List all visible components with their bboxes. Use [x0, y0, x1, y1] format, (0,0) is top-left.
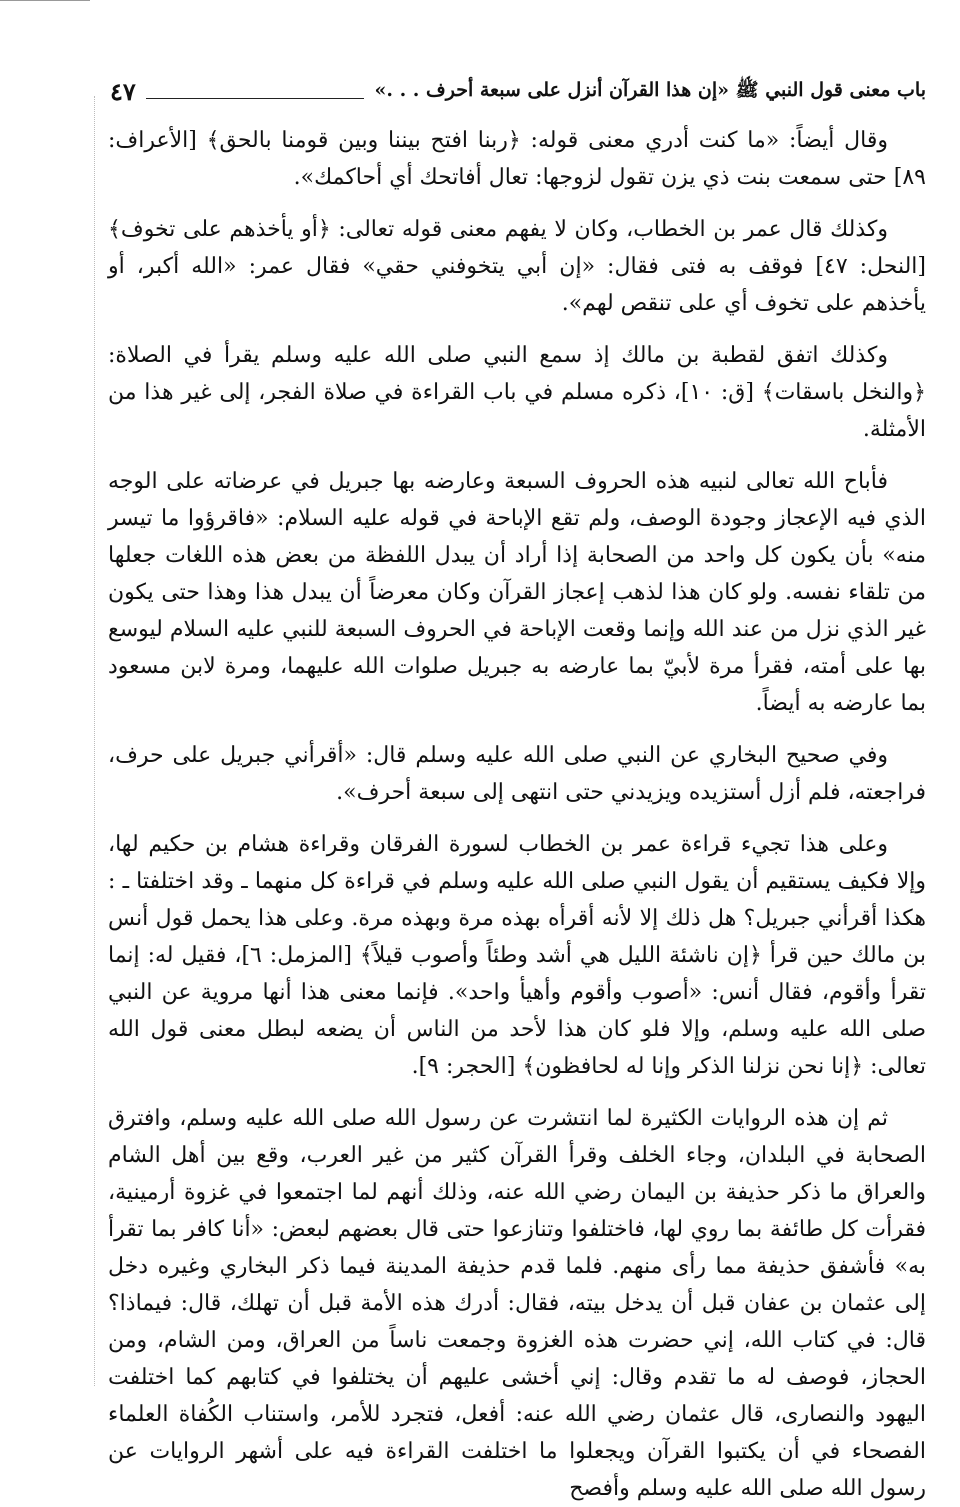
paragraph: وعلى هذا تجيء قراءة عمر بن الخطاب لسورة الفرقان وقراءة هشام بن حكيم لها، وإلا فكيف يستقيم أن يقول النبي صلى الله عليه وسلم في قراءة كل منهما ـ وقد اختلفتا ـ : هكذا أقرأني جبريل؟ هل ذلك إلا لأنه أقرأه بهذه مرة وبهذه مرة. وعلى هذا يحمل قول أنس بن مالك حين قرأ ﴿إن ناشئة الليل هي أشد وطئاً وأصوب قيلاً﴾ [المزمل: ٦]، فقيل له: إنما تقرأ وأقوم، فقال أنس: «أصوب وأقوم وأهيأ واحد». فإنما معنى هذا أنها مروية عن النبي صلى الله عليه وسلم، وإلا فلو كان هذا لأحد من الناس أن يضعه لبطل معنى قول الله تعالى: ﴿إنا نحن نزلنا الذكر وإنا له لحافظون﴾ [الحجر: ٩]. [108, 832, 926, 1079]
paragraph: وفي صحيح البخاري عن النبي صلى الله عليه وسلم قال: «أقرأني جبريل على حرف، فراجعته، فلم أزل أستزيده ويزيدني حتى انتهى إلى سبعة أحرف». [108, 743, 926, 805]
chapter-title: باب معنى قول النبي ﷺ «إن هذا القرآن أنزل على سبعة أحرف . . .» [374, 79, 926, 101]
margin-dotted-line [94, 96, 95, 1386]
paragraph: وكذلك قال عمر بن الخطاب، وكان لا يفهم معنى قوله تعالى: ﴿أو يأخذهم على تخوف﴾ [النحل: ٤٧] فوقف به فتى فقال: «إن أبي يتخوفني حقي» فقال عمر: «الله أكبر، أو يأخذهم على تخوف أي على تنقص لهم». [108, 217, 926, 316]
page-number: ٤٧ [110, 77, 136, 106]
header-rule [146, 98, 365, 99]
paragraph: وكذلك اتفق لقطبة بن مالك إذ سمع النبي صلى الله عليه وسلم يقرأ في الصلاة: ﴿والنخل باسقات﴾ [ق: ١٠]، ذكره مسلم في باب القراءة في صلاة الفجر، إلى غير هذا من الأمثلة. [108, 343, 926, 442]
running-header [110, 76, 926, 106]
paragraph: وقال أيضاً: «ما كنت أدري معنى قوله: ﴿ربنا افتح بيننا وبين قومنا بالحق﴾ [الأعراف: ٨٩] حتى سمعت بنت ذي يزن تقول لزوجها: تعال أفاتحك أي أحاكمك». [108, 128, 926, 190]
paragraph: ثم إن هذه الروايات الكثيرة لما انتشرت عن رسول الله صلى الله عليه وسلم، وافترق الصحابة في البلدان، وجاء الخلف وقرأ القرآن كثير من غير العرب، وقع بين أهل الشام والعراق ما ذكر حذيفة بن اليمان رضي الله عنه، وذلك أنهم لما اجتمعوا في غزوة أرمينية، فقرأت كل طائفة بما روي لها، فاختلفوا وتنازعوا حتى قال بعضهم لبعض: «أنا كافر بما تقرأ به» فأشفق حذيفة مما رأى منهم. فلما قدم حذيفة المدينة فيما ذكر البخاري وغيره دخل إلى عثمان بن عفان قبل أن يدخل بيته، فقال: أدرك هذه الأمة قبل أن تهلك، قال: فيماذا؟ قال: في كتاب الله، إني حضرت هذه الغزوة وجمعت ناساً من العراق، ومن الشام، ومن الحجاز، فوصف له ما تقدم وقال: إني أخشى عليهم أن يختلفوا في كتابهم كما اختلفت اليهود والنصارى، قال عثمان رضي الله عنه: أفعل، فتجرد للأمر، واستناب الكُفاة العلماء الفصحاء في أن يكتبوا القرآن ويجعلوا ما اختلفت القراءة فيه على أشهر الروايات عن رسول الله صلى الله عليه وسلم وأفصح [108, 1106, 926, 1501]
top-edge-rule [0, 0, 90, 1]
paragraph: فأباح الله تعالى لنبيه هذه الحروف السبعة وعارضه بها جبريل في عرضاته على الوجه الذي فيه الإعجاز وجودة الوصف، ولم تقع الإباحة في قوله عليه السلام: «فاقرؤوا ما تيسر منه» بأن يكون كل واحد من الصحابة إذا أراد أن يبدل اللفظة من بعض هذه اللغات جعلها من تلقاء نفسه. ولو كان هذا لذهب إعجاز القرآن وكان معرضاً أن يبدل هذا وهذا حتى يكون غير الذي نزل من عند الله وإنما وقعت الإباحة في الحروف السبعة للنبي عليه السلام ليوسع بها على أمته، فقرأ مرة لأبيّ بما عارضه به جبريل صلوات الله عليهما، ومرة لابن مسعود بما عارضه به أيضاً. [108, 469, 926, 716]
page-body [108, 122, 926, 1507]
